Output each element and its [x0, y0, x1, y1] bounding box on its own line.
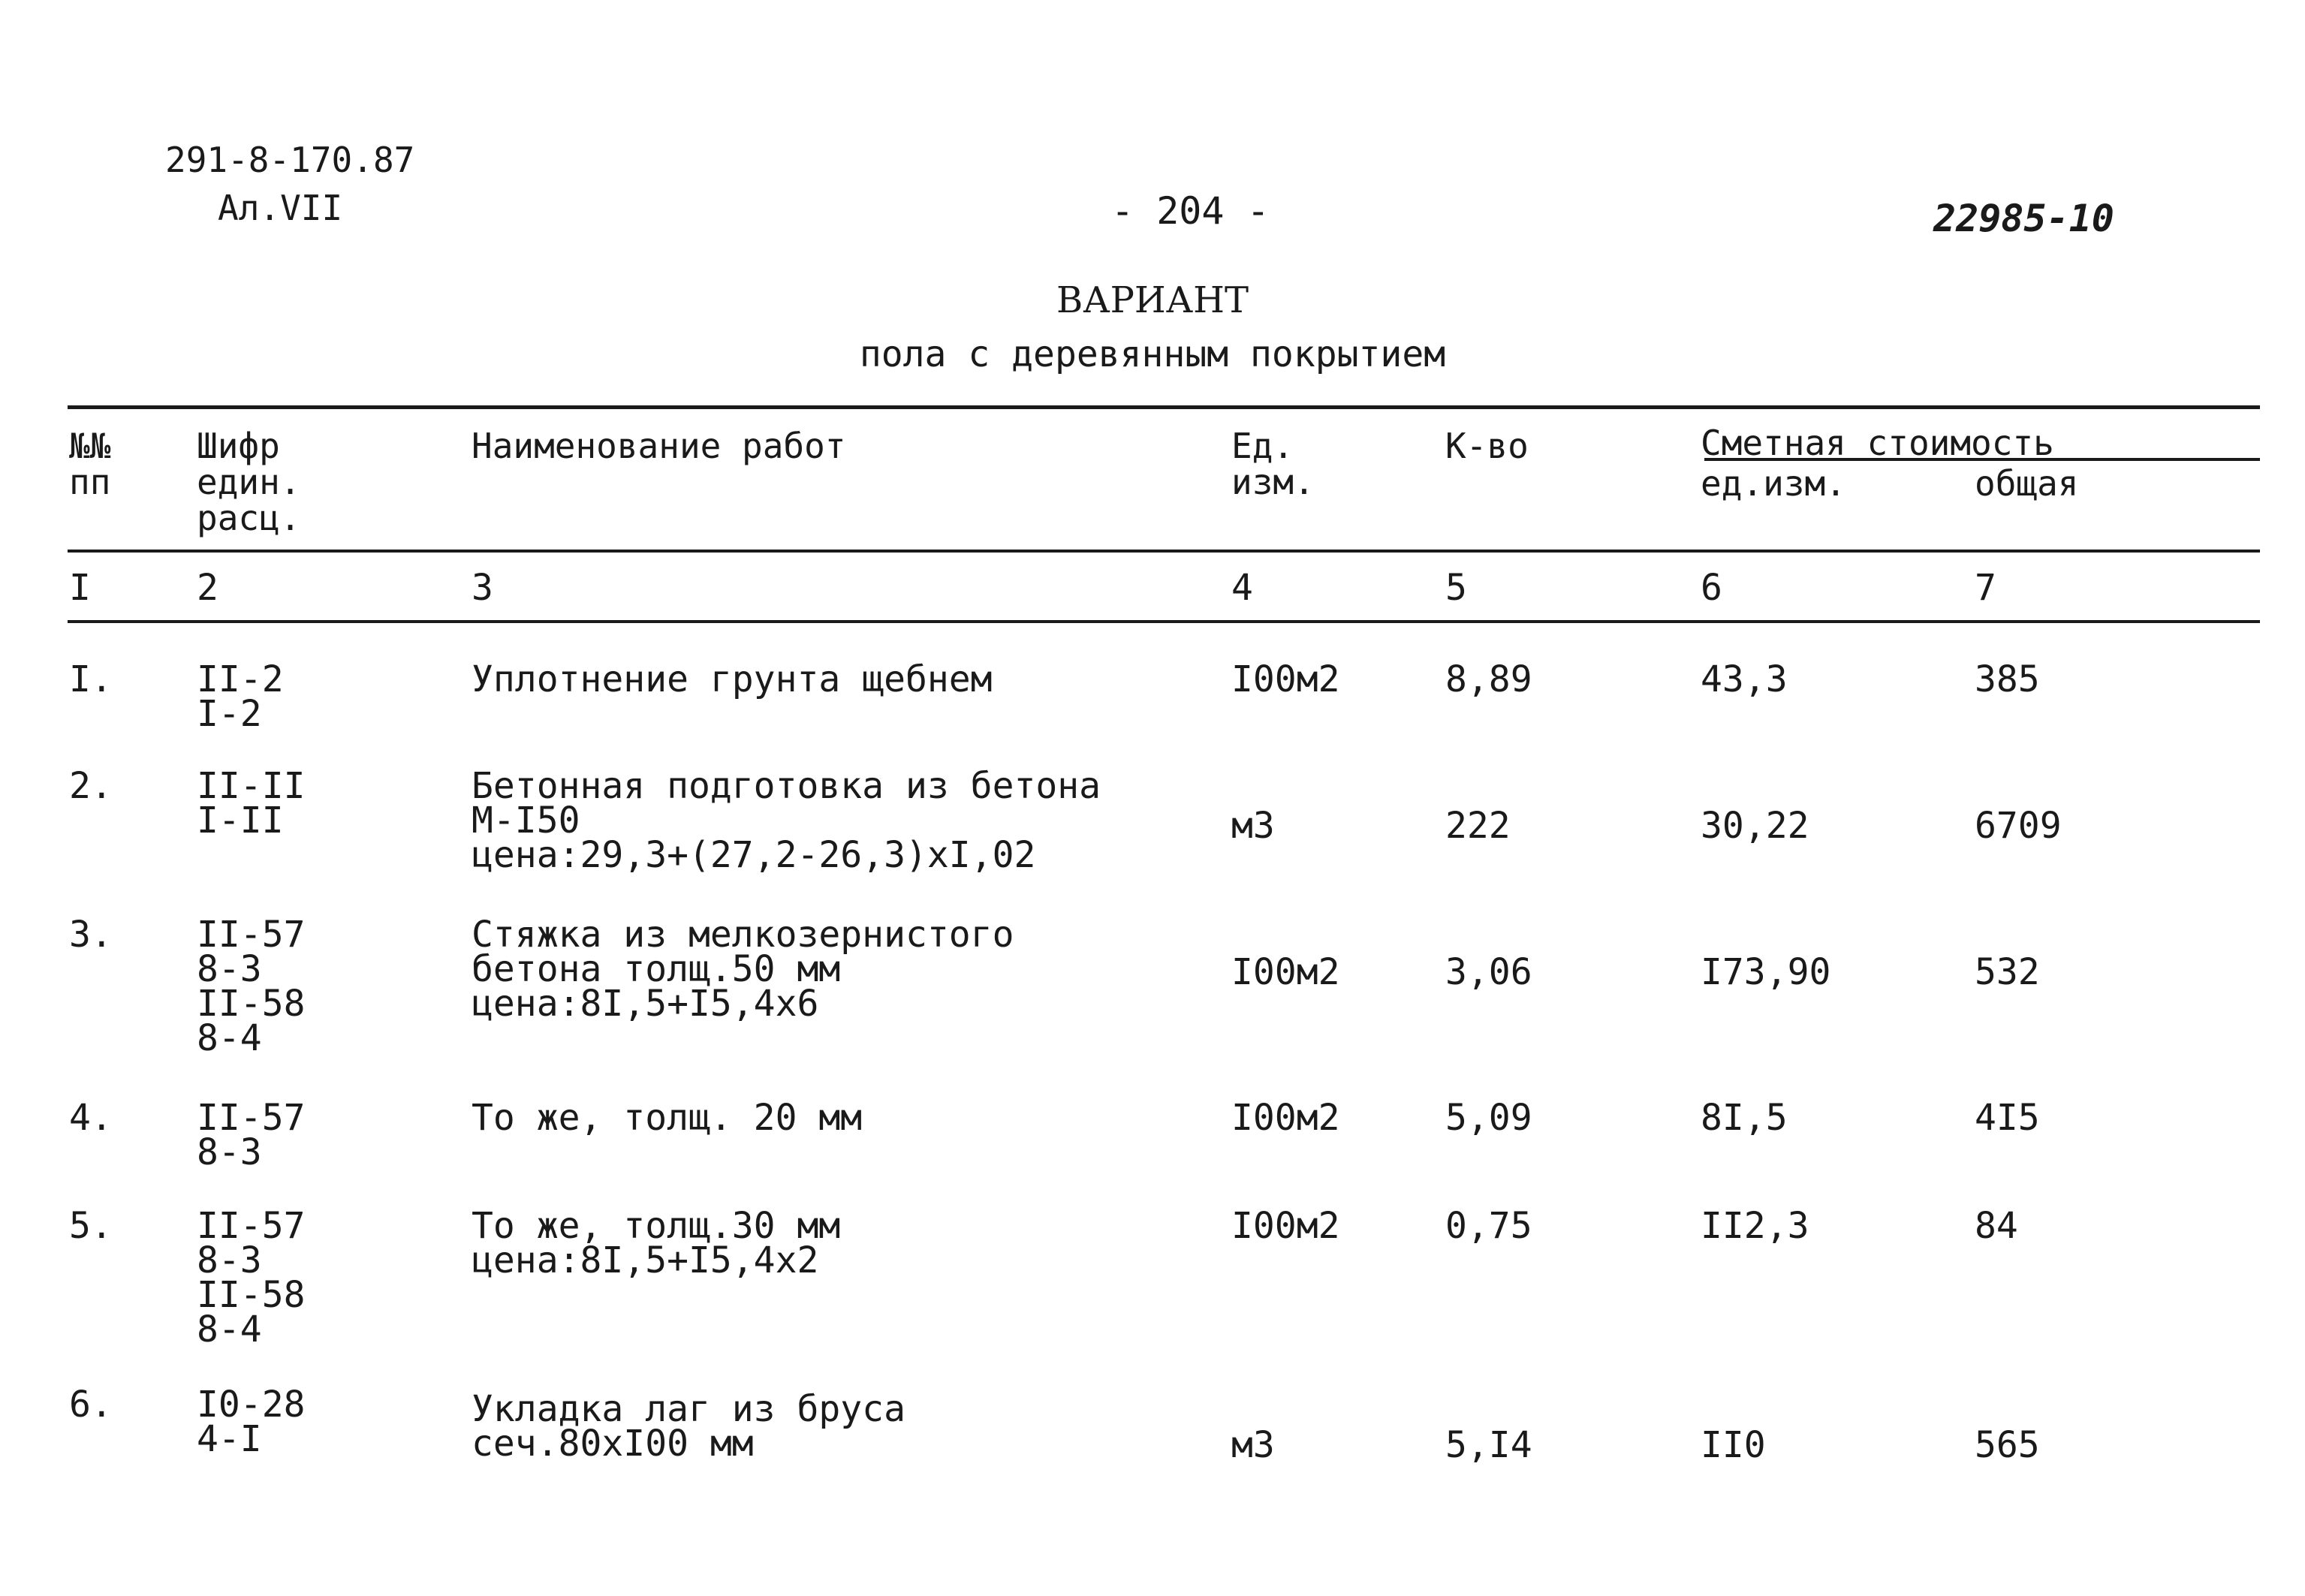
quantity: 0,75	[1445, 1205, 1532, 1247]
table-top-rule	[68, 405, 2260, 409]
quantity: 3,06	[1445, 951, 1532, 993]
quantity: 5,09	[1445, 1097, 1532, 1139]
work-name: Укладка лаг из бруса сеч.80xI00 мм	[472, 1388, 905, 1465]
work-name: Бетонная подготовка из бетона М-I50 цена:29,3+(27,2-26,3)xI,02	[472, 765, 1101, 876]
column-numbers-rule	[68, 620, 2260, 623]
column-number: 5	[1445, 567, 1467, 609]
sheet-label: Ал.VII	[218, 188, 343, 228]
total-cost: 385	[1975, 658, 2040, 700]
col-header-code: Шифр един. расц.	[197, 426, 301, 538]
row-number: 6.	[69, 1384, 113, 1426]
row-number: 4.	[69, 1097, 113, 1139]
unit-cost: 30,22	[1701, 805, 1809, 847]
rate-code: I0-28 4-I	[197, 1384, 306, 1460]
column-number: 6	[1701, 567, 1722, 609]
column-number: 3	[472, 567, 493, 609]
unit-cost: II2,3	[1701, 1205, 1809, 1247]
unit-cost: 43,3	[1701, 658, 1788, 700]
rate-code: II-57 8-3 II-58 8-4	[197, 914, 306, 1059]
column-number: 2	[197, 567, 218, 609]
rate-code: II-2 I-2	[197, 658, 284, 735]
header-bottom-rule	[68, 550, 2260, 553]
total-cost: 532	[1975, 951, 2040, 993]
row-number: 5.	[69, 1205, 113, 1247]
unit-cost: 8I,5	[1701, 1097, 1788, 1139]
row-number: 2.	[69, 765, 113, 807]
rate-code: II-II I-II	[197, 765, 306, 842]
unit: I00м2	[1231, 1205, 1340, 1247]
quantity: 8,89	[1445, 658, 1532, 700]
row-number: I.	[69, 658, 113, 700]
col-header-number: №№ пп	[69, 426, 111, 502]
work-name: Стяжка из мелкозернистого бетона толщ.50 мм цена:8I,5+I5,4x6	[472, 914, 1014, 1025]
work-name: То же, толщ.30 мм цена:8I,5+I5,4x2	[472, 1205, 841, 1281]
col-header-cost-group: Сметная стоимость	[1701, 423, 2054, 463]
column-number: I	[69, 567, 91, 609]
unit: м3	[1231, 805, 1275, 847]
column-number: 7	[1975, 567, 1996, 609]
unit: I00м2	[1231, 1097, 1340, 1139]
col-header-total-cost: общая	[1975, 463, 2079, 504]
col-header-unit-cost: ед.изм.	[1701, 463, 1846, 504]
quantity: 222	[1445, 805, 1511, 847]
unit-cost: II0	[1701, 1424, 1766, 1466]
work-name: То же, толщ. 20 мм	[472, 1097, 863, 1139]
rate-code: II-57 8-3 II-58 8-4	[197, 1205, 306, 1351]
total-cost: 565	[1975, 1424, 2040, 1466]
quantity: 5,I4	[1445, 1424, 1532, 1466]
total-cost: 4I5	[1975, 1097, 2040, 1139]
col-header-unit: Ед. изм.	[1231, 426, 1315, 502]
total-cost: 84	[1975, 1205, 2018, 1247]
total-cost: 6709	[1975, 805, 2062, 847]
work-name: Уплотнение грунта щебнем	[472, 658, 993, 700]
page-subtitle: пола с деревянным покрытием	[859, 333, 1446, 375]
row-number: 3.	[69, 914, 113, 956]
column-number: 4	[1231, 567, 1253, 609]
unit: I00м2	[1231, 951, 1340, 993]
unit: м3	[1231, 1424, 1275, 1466]
page-number: - 204 -	[1111, 189, 1270, 233]
document-code: 291-8-170.87	[165, 140, 415, 180]
document-number: 22985-10	[1933, 197, 2114, 240]
page-title: ВАРИАНТ	[1056, 279, 1249, 321]
unit: I00м2	[1231, 658, 1340, 700]
col-header-quantity: К-во	[1445, 426, 1529, 466]
rate-code: II-57 8-3	[197, 1097, 306, 1173]
unit-cost: I73,90	[1701, 951, 1831, 993]
col-header-name: Наименование работ	[472, 426, 846, 466]
